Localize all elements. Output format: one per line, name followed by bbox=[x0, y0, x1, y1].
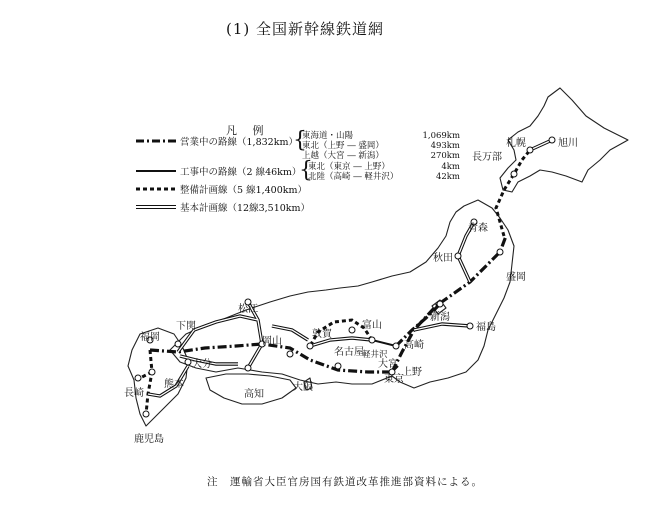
station-akita bbox=[455, 253, 461, 259]
city-label-sapporo: 札幌 bbox=[506, 138, 526, 149]
city-label-kumamoto: 熊本 bbox=[164, 379, 184, 390]
station-osamanbe bbox=[511, 171, 517, 177]
brace-operating: { bbox=[293, 128, 307, 153]
station-morioka bbox=[497, 249, 503, 255]
station-toyama bbox=[349, 327, 355, 333]
operating-distance-3: 270km bbox=[430, 151, 460, 161]
station-osaka bbox=[287, 351, 293, 357]
station-fukushima bbox=[467, 323, 473, 329]
city-label-oita: 大分 bbox=[192, 359, 212, 370]
city-label-nagasaki: 長崎 bbox=[124, 388, 144, 399]
source-note: 注 運輸省大臣官房国有鉄道改革推進部資料による。 bbox=[207, 476, 483, 488]
city-label-takasaki: 高崎 bbox=[404, 340, 424, 351]
station-sapporo bbox=[527, 147, 533, 153]
operating-line-1: 東海道・山陽 bbox=[302, 131, 354, 141]
station-dots bbox=[135, 137, 555, 417]
city-label-omiya: 大宮 bbox=[378, 359, 398, 370]
station-tsuruga bbox=[307, 343, 313, 349]
legend-label-planned: 整備計画線（5 線1,400km） bbox=[180, 185, 308, 196]
station-kagoshima bbox=[143, 411, 149, 417]
city-label-akita: 秋田 bbox=[433, 253, 453, 264]
hokuriku-takasaki-karuizawa bbox=[372, 340, 396, 346]
construction-distance-1: 4km bbox=[441, 162, 460, 172]
legend-label-operating: 営業中の路線（1,832km） bbox=[180, 137, 298, 148]
legend-heading: 凡 例 bbox=[226, 124, 270, 137]
operating-line-2: 東北（上野 ― 盛岡） bbox=[302, 141, 384, 151]
city-label-nagoya: 名古屋 bbox=[334, 347, 364, 358]
city-label-osaka: 大阪 bbox=[293, 382, 313, 393]
legend-label-basic: 基本計画線（12線3,510km） bbox=[180, 203, 311, 214]
city-label-ueno: 上野 bbox=[402, 367, 422, 378]
construction-line-1: 東北（東京 ― 上野） bbox=[308, 162, 390, 172]
city-label-shimonoseki: 下関 bbox=[176, 321, 196, 332]
station-kumamoto bbox=[149, 369, 155, 375]
construction-distance-2: 42km bbox=[435, 172, 460, 182]
city-label-asahikawa: 旭川 bbox=[558, 138, 578, 149]
city-label-morioka: 盛岡 bbox=[506, 272, 526, 283]
station-takasaki bbox=[393, 343, 399, 349]
honshu-outline bbox=[170, 200, 514, 388]
operating-line-3: 上越（大宮 ― 新潟） bbox=[302, 151, 384, 161]
operating-distance-2: 493km bbox=[430, 141, 460, 151]
city-label-osamanbe: 長万部 bbox=[472, 152, 502, 163]
city-label-tokyo: 東京 bbox=[384, 374, 404, 385]
kyushu-planned-line bbox=[146, 350, 152, 414]
station-oita bbox=[185, 359, 191, 365]
city-label-aomori: 青森 bbox=[468, 223, 488, 234]
station-nagoya bbox=[335, 363, 341, 369]
station-asahikawa bbox=[549, 137, 555, 143]
station-karuizawa bbox=[369, 337, 375, 343]
city-label-niigata: 新潟 bbox=[430, 312, 450, 323]
construction-line-2: 北陸（高崎 ― 軽井沢） bbox=[308, 172, 399, 182]
city-label-fukushima: 福島 bbox=[476, 322, 496, 333]
city-label-okayama: 岡山 bbox=[262, 336, 282, 347]
city-label-matsue: 松江 bbox=[238, 304, 258, 315]
station-kochi bbox=[245, 365, 251, 371]
city-label-tsuruga: 敦賀 bbox=[312, 329, 332, 340]
city-label-kochi: 高知 bbox=[244, 389, 264, 400]
city-label-karuizawa: 軽井沢 bbox=[362, 350, 388, 360]
city-label-fukuoka: 福岡 bbox=[140, 332, 160, 343]
brace-construction: { bbox=[299, 158, 313, 183]
page-title: (1) 全国新幹線鉄道網 bbox=[226, 20, 385, 38]
legend-label-construction: 工事中の路線（2 線46km） bbox=[180, 167, 302, 178]
city-label-kagoshima: 鹿児島 bbox=[134, 434, 164, 445]
city-label-toyama: 富山 bbox=[362, 320, 382, 331]
station-shimonoseki bbox=[175, 341, 181, 347]
operating-distance-1: 1,069km bbox=[422, 131, 460, 141]
station-niigata bbox=[437, 301, 443, 307]
station-nagasaki bbox=[135, 375, 141, 381]
